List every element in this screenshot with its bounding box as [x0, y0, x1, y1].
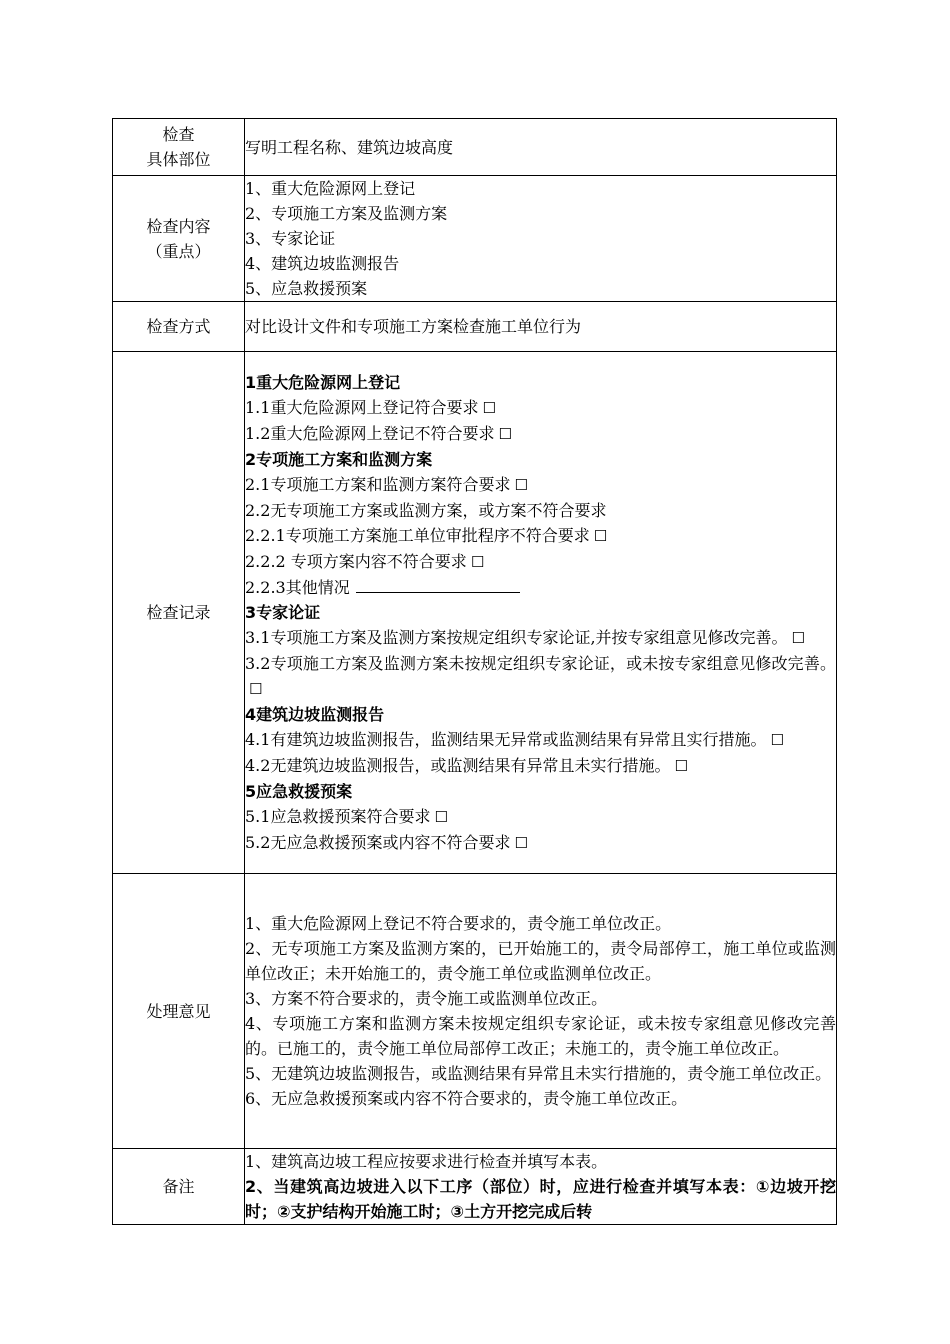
remark-item: 1、建筑高边坡工程应按要求进行检查并填写本表。 [245, 1152, 608, 1171]
handling-label: 处理意见 [113, 874, 245, 1149]
record-option: 5.1应急救援预案符合要求 ☐ [245, 806, 448, 826]
handling-item: 5、无建筑边坡监测报告，或监测结果有异常且未实行措施的，责令施工单位改正。 [245, 1064, 832, 1083]
record-section-title: 3专家论证 [245, 602, 321, 622]
location-label [113, 119, 245, 176]
method-label: 检查方式 [113, 302, 245, 352]
record-option: 1.1重大危险源网上登记符合要求 ☐ [245, 397, 496, 417]
record-option: 3.2专项施工方案及监测方案未按规定组织专家论证，或未按专家组意见修改完善。☐ [245, 653, 836, 698]
record-option: 2.2.3其他情况 [245, 575, 836, 600]
location-label-line1: 检查 [162, 125, 195, 144]
record-option: 2.2无专项施工方案或监测方案，或方案不符合要求 [245, 500, 607, 520]
record-option: 2.2.2 专项方案内容不符合要求 ☐ [245, 551, 485, 571]
record-section-title: 5应急救援预案 [245, 781, 353, 801]
record-option: 3.1专项施工方案及监测方案按规定组织专家论证,并按专家组意见修改完善。 ☐ [245, 627, 805, 647]
method-value: 对比设计文件和专项施工方案检查施工单位行为 [245, 302, 837, 352]
checkbox-icon[interactable]: ☐ [791, 628, 805, 647]
inspection-form-table [112, 118, 837, 1225]
remark-item-bold: 2、当建筑高边坡进入以下工序（部位）时，应进行检查并填写本表：①边坡开挖时；②支护结构开始施工时；③土方开挖完成后转 [245, 1177, 836, 1221]
checkbox-icon[interactable]: ☐ [770, 730, 784, 749]
checkbox-icon[interactable]: ☐ [249, 679, 263, 698]
checkbox-icon[interactable]: ☐ [434, 807, 448, 826]
handling-items [245, 874, 837, 1149]
handling-item: 2、无专项施工方案及监测方案的，已开始施工的，责令局部停工，施工单位或监测单位改正；未开始施工的，责令施工单位或监测单位改正。 [245, 939, 836, 983]
content-item: 5、应急救援预案 [245, 279, 368, 298]
handling-item: 6、无应急救援预案或内容不符合要求的，责令施工单位改正。 [245, 1089, 688, 1108]
record-label: 检查记录 [113, 352, 245, 874]
checkbox-icon[interactable]: ☐ [514, 833, 528, 852]
content-label [113, 176, 245, 302]
handling-item: 4、专项施工方案和监测方案未按规定组织专家论证，或未按专家组意见修改完善的。已施工的，责令施工单位局部停工改正；未施工的，责令施工单位改正。 [245, 1014, 836, 1058]
row-handling [113, 874, 837, 1149]
other-situation-blank[interactable] [356, 578, 520, 593]
row-content [113, 176, 837, 302]
remarks-label: 备注 [113, 1149, 245, 1225]
checkbox-icon[interactable]: ☐ [593, 526, 608, 545]
content-label-line2: （重点） [146, 241, 211, 261]
content-label-line1: 检查内容 [146, 216, 211, 236]
record-option: 2.2.1专项施工方案施工单位审批程序不符合要求 ☐ [245, 525, 608, 545]
row-method [113, 302, 837, 352]
handling-item: 3、方案不符合要求的，责令施工或监测单位改正。 [245, 989, 608, 1008]
location-label-line2: 具体部位 [146, 150, 211, 169]
location-value: 写明工程名称、建筑边坡高度 [245, 119, 837, 176]
record-option: 2.1专项施工方案和监测方案符合要求 ☐ [245, 474, 528, 494]
checkbox-icon[interactable]: ☐ [674, 756, 688, 775]
row-record [113, 352, 837, 874]
checkbox-icon[interactable]: ☐ [470, 552, 485, 571]
record-section-title: 4建筑边坡监测报告 [245, 704, 385, 724]
record-items [245, 352, 837, 874]
remarks-items [245, 1149, 837, 1225]
record-option: 4.1有建筑边坡监测报告，监测结果无异常或监测结果有异常且实行措施。 ☐ [245, 729, 784, 749]
record-option: 5.2无应急救援预案或内容不符合要求 ☐ [245, 832, 528, 852]
content-items [245, 176, 837, 302]
row-remarks [113, 1149, 837, 1225]
checkbox-icon[interactable]: ☐ [482, 398, 496, 417]
checkbox-icon[interactable]: ☐ [514, 475, 528, 494]
record-option: 1.2重大危险源网上登记不符合要求 ☐ [245, 423, 512, 443]
content-item: 4、建筑边坡监测报告 [245, 254, 400, 273]
content-item: 3、专家论证 [245, 229, 336, 248]
record-section-title: 1重大危险源网上登记 [245, 372, 401, 392]
content-item: 1、重大危险源网上登记 [245, 179, 416, 198]
record-section-title: 2专项施工方案和监测方案 [245, 449, 433, 469]
row-location [113, 119, 837, 176]
checkbox-icon[interactable]: ☐ [498, 424, 512, 443]
record-option: 4.2无建筑边坡监测报告，或监测结果有异常且未实行措施。 ☐ [245, 755, 688, 775]
content-item: 2、专项施工方案及监测方案 [245, 204, 448, 223]
handling-item: 1、重大危险源网上登记不符合要求的，责令施工单位改正。 [245, 914, 672, 933]
